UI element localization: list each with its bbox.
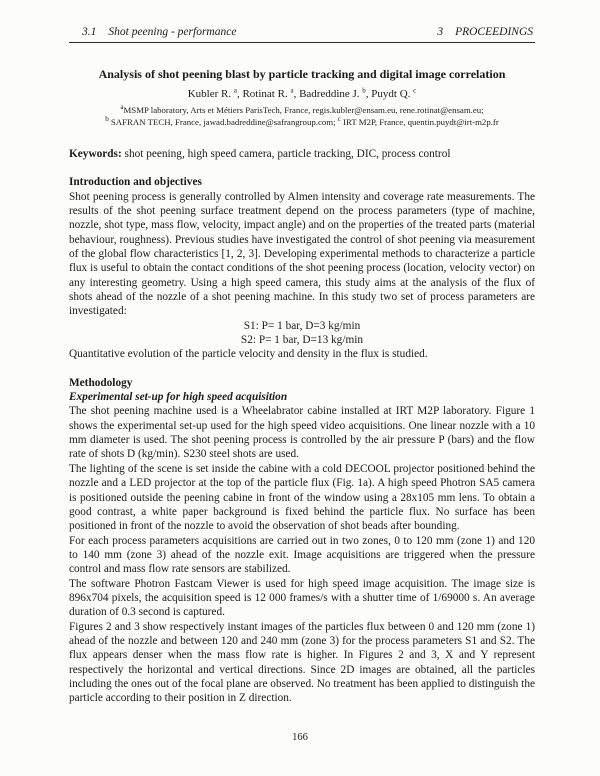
paragraph-method-3: For each process parameters acquisitions are carried out in two zones, 0 to 120 mm (zone 1) and 120 to 140 mm (zone 3) ahead of the nozzle exit. Image acquisitions are triggered when the pressure control and mass flow rate sensors are stabilized. — [69, 534, 535, 576]
affiliation-line-1: $^a$MSMP laboratory, Arts et Métiers ParisTech, France, regis.kubler@ensam.eu, rene.rotinat@ensam.eu; — [120, 103, 484, 115]
header-left — [82, 26, 236, 38]
section-heading-introduction: Introduction and objectives — [69, 176, 202, 189]
header-section-title: Shot peening - performance — [108, 26, 237, 38]
keywords-line — [69, 147, 535, 161]
subsection-heading-experimental-setup: Experimental set-up for high speed acquisition — [69, 391, 288, 404]
paragraph-method-5: Figures 2 and 3 show respectively instant images of the particles flux between 0 and 120 mm (zone 1) ahead of the nozzle and between 120 and 240 mm (zone 3) for the process parameters S1 and S2. The flux appears denser when the mass flow rate is higher. In Figures 2 and 3, X and Y represent respectively the horizontal and vertical directions. Since 2D images are obtained, all the particles including the ones out of the focal plane are observed. No treatment has been applied to distinguish the particle according to their position in Z direction. — [69, 620, 535, 705]
spacer — [69, 161, 535, 175]
page-content — [69, 26, 535, 706]
header-chapter-title: PROCEEDINGS — [455, 26, 533, 38]
paragraph-intro-1: Shot peening process is generally controlled by Almen intensity and coverage rate measurements. The results of the shot peening surface treatment depend on the process parameters (type of machine, nozzle, shot type, mass flow, velocity, impact angle) and on the properties of the treated parts (material behaviour, roughness). Previous studies have investigated the control of shot peening via measurement of the global flow characteristics [1, 2, 3]. Developing experimental methods to characterize a particle flux is useful to obtain the contact conditions of the shot peening process (location, velocity vector) on any interesting geometry. Using a high speed camera, this study aims at the analysis of the flux of shots ahead of the nozzle of a shot peening machine. In this study two set of process parameters are investigated: — [69, 190, 535, 318]
paper-title: Analysis of shot peening blast by particle tracking and digital image correlation — [98, 67, 506, 81]
header-section-number: 3.1 — [82, 26, 97, 38]
paragraph-method-1: The shot peening machine used is a Wheelabrator cabine installed at IRT M2P laboratory. Figure 1 shows the experimental set-up used for the high speed video acquisitions. One linear nozzle with a 10 mm diameter is used. The shot peening process is controlled by the air pressure P (bars) and the flow rate of shots D (kg/min). S230 steel shots are used. — [69, 405, 535, 461]
paragraph-method-2: The lighting of the scene is set inside the cabine with a cold DECOOL projector positioned behind the nozzle and a LED projector at the top of the particle flux (Fig. 1a). A high speed Photron SA5 camera is positioned outside the peening cabine in front of the window using a 28x105 mm lens. To obtain a good contrast, a white paper background is fixed behind the particle flux. No surface has been positioned in front of the nozzle to avoid the observation of shot beads after bounding. — [69, 462, 535, 533]
author-line: Kubler R. $^a$, Rotinat R. $^a$, Badreddine J. $^b$, Puydt Q. $^c$ — [187, 86, 417, 100]
page-number: 166 — [292, 732, 308, 743]
header-right — [437, 26, 533, 38]
keywords-text: shot peening, high speed camera, particle tracking, DIC, process control — [121, 148, 451, 160]
section-heading-methodology: Methodology — [69, 376, 133, 389]
keywords-label: Keywords: — [69, 148, 122, 160]
spacer — [69, 362, 535, 376]
equation-line-s2: S2: P= 1 bar, D=13 kg/min — [240, 334, 364, 347]
equation-line-s1: S1: P= 1 bar, D=3 kg/min — [243, 319, 361, 332]
paragraph-method-4: The software Photron Fastcam Viewer is used for high speed image acquisition. The image size is 896x704 pixels, the acquisition speed is 12 000 frames/s with a shutter time of 1/69000 s. An average duration of 0.3 second is captured. — [69, 577, 535, 619]
paragraph-intro-2: Quantitative evolution of the particle velocity and density in the flux is studied. — [69, 348, 428, 361]
body-text — [69, 175, 535, 705]
running-header — [69, 26, 535, 43]
affiliation-line-2: $^b$ SAFRAN TECH, France, jawad.badreddine@safrangroup.com; $^c$ IRT M2P, France, quentin.puydt@irt-m2p.fr — [105, 114, 499, 127]
header-chapter-number: 3 — [437, 26, 444, 38]
affiliations — [69, 105, 535, 128]
